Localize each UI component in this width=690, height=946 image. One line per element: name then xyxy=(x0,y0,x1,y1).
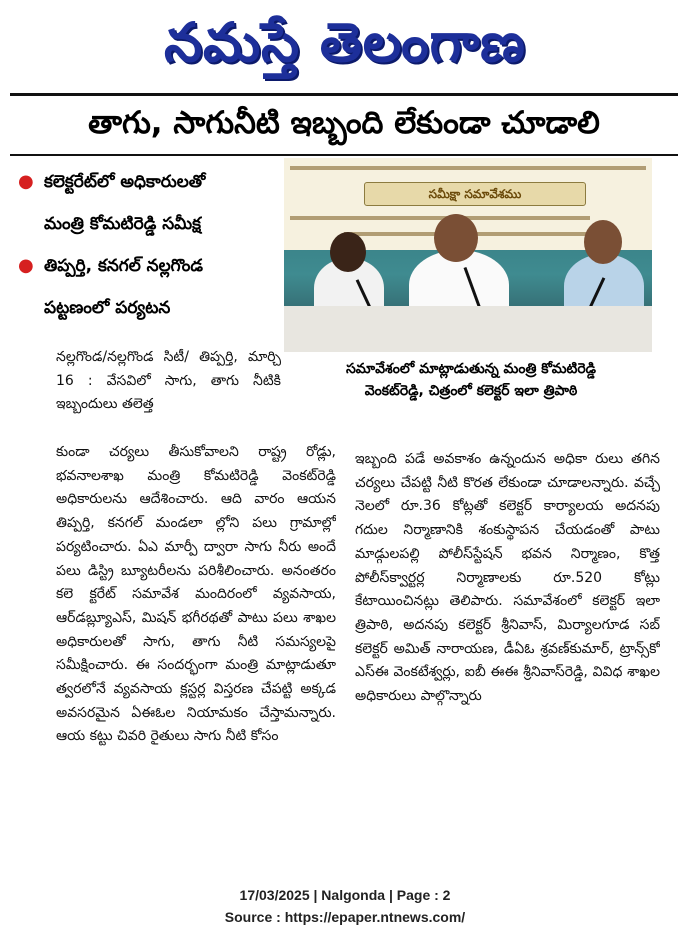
subhead-2-line-1: తిప్పర్తి, కనగల్ నల్లగొండ xyxy=(44,256,203,276)
article-column-2: ఇబ్బంది పడే అవకాశం ఉన్నందున అధికా రులు తగిన చర్యలు చేపట్టి నీటి కొరత లేకుండా చూడాలన్నారు. వచ్చే నెలలో రూ.36 కోట్లతో కలెక్టర్ కార్యాలయ అదనపు గదుల నిర్మాణానికి శంకుస్థాపన చేయడంతో పాటు మాడ్గులపల్లి పోలీస్‌స్టేషన్ భవన నిర్మాణం, కొత్త పోలీస్‌క్వార్టర్ల నిర్మాణాలకు రూ.520 కోట్లు కేటాయించినట్లు తెలిపారు. సమావేశంలో కలెక్టర్ ఇలా త్రిపాఠి, అదనపు కలెక్టర్ శ్రీనివాస్, మిర్యాలగూడ సబ్ కలెక్టర్ అమిత్ నారాయణ, డీఏఓ శ్రవణ్‌కుమార్, ట్రాన్స్‌కో ఎస్ఈ వెంకటేశ్వర్లు, ఐబీ ఈఈ శ్రీనివాస్‌రెడ్డి, వివిధ శాఖల అధికారులు పాల్గొన్నారు xyxy=(355,451,660,705)
footer xyxy=(0,884,690,928)
footer-source: Source : https://epaper.ntnews.com/ xyxy=(224,909,466,925)
article-column-1-intro: నల్లగొండ/నల్లగొండ సిటీ/ తిప్పర్తి, మార్చి 16 : వేసవిలో సాగు, తాగు నీటికి ఇబ్బందులు తలెత్త xyxy=(56,349,281,413)
photo-banner-title: సమీక్షా సమావేశము xyxy=(364,182,586,206)
photo-caption xyxy=(286,358,656,402)
footer-date-page: 17/03/2025 | Nalgonda | Page : 2 xyxy=(239,887,451,903)
news-photo xyxy=(284,158,652,352)
masthead-logo: నమస్తే తెలంగాణ xyxy=(164,11,526,74)
subhead-2-line-2: పట్టణంలో పర్యటన xyxy=(44,298,171,318)
caption-line-2: వెంకట్‌రెడ్డి, చిత్రంలో కలెక్టర్ ఇలా త్రిపాఠి xyxy=(364,383,578,399)
article-column-1: కుండా చర్యలు తీసుకోవాలని రాష్ట్ర రోడ్లు, భవనాలశాఖ మంత్రి కోమటిరెడ్డి వెంకట్‌రెడ్డి అధికారులను ఆదేశించారు. ఆది వారం ఆయన తిప్పర్తి, కనగల్ మండలా ల్లోని పలు గ్రామాల్లో పర్యటించారు. ఏఎ మార్పీ ద్వారా సాగు నీరు అందే పలు డిస్ట్రి బ్యూటరీలను పరిశీలించారు. అనంతరం కలె క్టరేట్ సమావేశ మందిరంలో వ్యవసాయ, ఆర్‌డబ్ల్యూఎస్, మిషన్ భగీరథతో పాటు పలు శాఖల అధికారులతో సాగు, తాగు నీటి సమస్యలపై సమీక్షించారు. ఈ సందర్భంగా మంత్రి మాట్లాడుతూ త్వరలోనే వ్యవసాయ క్లస్టర్ల విస్తరణ చేపట్టి అక్కడ అవసరమైన ఏఈఓల నియామకం చేస్తామన్నారు. ఆయ కట్టు చివరి రైతులు సాగు నీటి కోసం xyxy=(56,444,336,745)
subhead-1-line-1: కలెక్టరేట్‌లో అధికారులతో xyxy=(44,172,206,192)
photo-table xyxy=(284,306,652,352)
bullet-icon: ● xyxy=(18,255,34,276)
headline: తాగు, సాగునీటి ఇబ్బంది లేకుండా చూడాలి xyxy=(88,105,600,141)
bullet-icon: ● xyxy=(18,171,34,192)
subhead-1-line-2: మంత్రి కోమటిరెడ్డి సమీక్ష xyxy=(44,214,201,234)
caption-line-1: సమావేశంలో మాట్లాడుతున్న మంత్రి కోమటిరెడ్డి xyxy=(345,361,597,377)
